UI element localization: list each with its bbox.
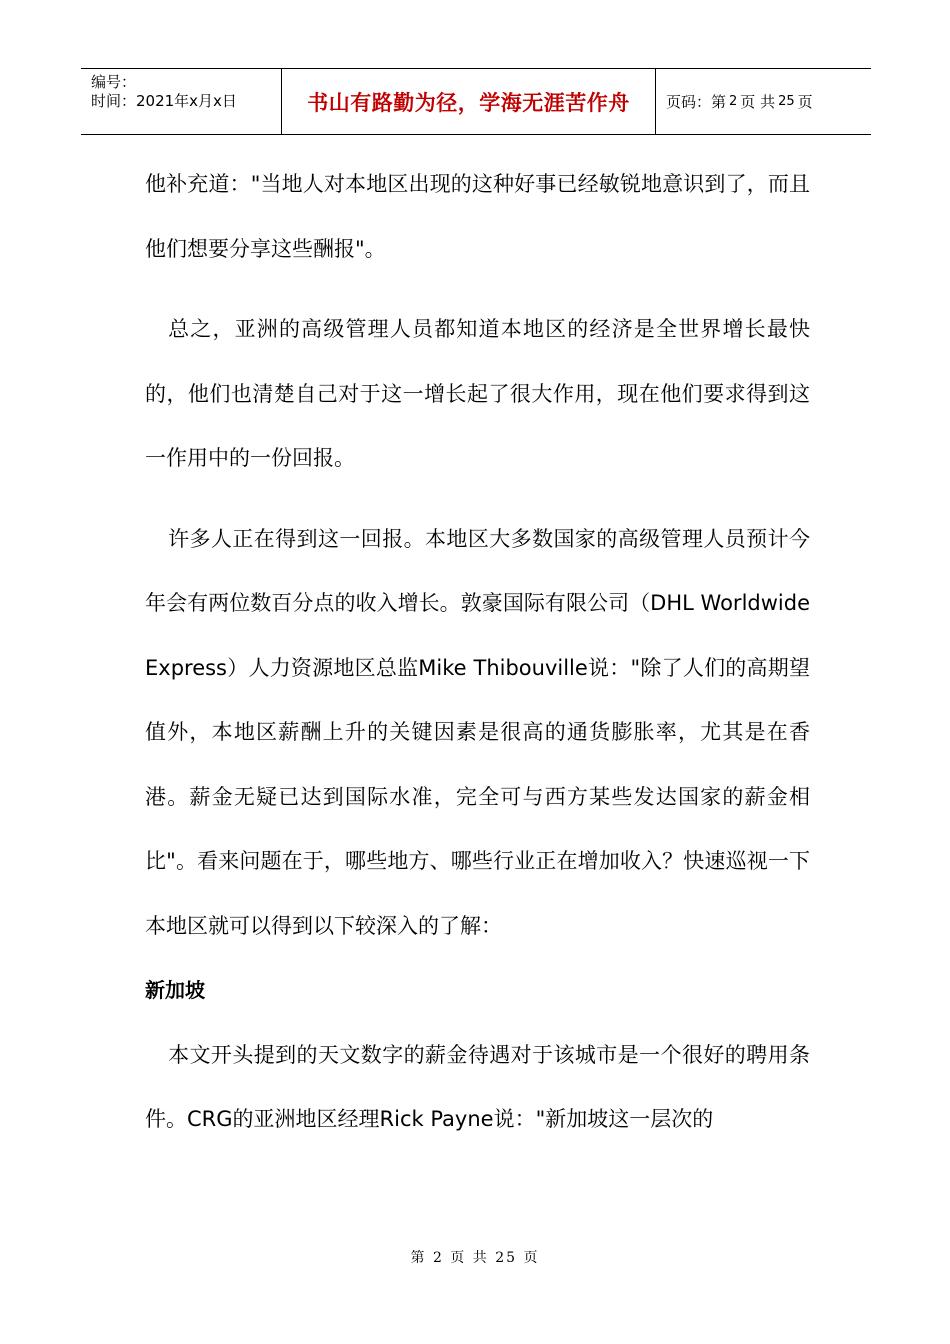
body-paragraph: 总之，亚洲的高级管理人员都知道本地区的经济是全世界增长最快的，他们也清楚自己对于这一增长起了很大作用，现在他们要求得到这一作用中的一份回报。	[145, 317, 810, 470]
section-heading: 新加坡	[145, 978, 205, 1002]
page-current-number: 2	[729, 94, 738, 109]
header-motto: 书山有路勤为径，学海无涯苦作舟	[307, 89, 630, 115]
body-paragraph: 许多人正在得到这一回报。本地区大多数国家的高级管理人员预计今年会有两位数百分点的收入增长。敦豪国际有限公司（DHL Worldwide Express）人力资源地区总监Mike Thibouville说："除了人们的高期望值外，本地区薪酬上升的关键因素是很高的通货膨胀率，尤其是在香港。薪金无疑已达到国际水准，完全可与西方某些发达国家的薪金相比"。看来问题在于，哪些地方、哪些行业正在增加收入？快速巡视一下本地区就可以得到以下较深入的了解：	[145, 526, 810, 938]
body-paragraph: 本文开头提到的天文数字的薪金待遇对于该城市是一个很好的聘用条件。CRG的亚洲地区经理Rick Payne说："新加坡这一层次的	[145, 1042, 810, 1131]
header-meta-cell	[81, 69, 282, 134]
page-header	[81, 68, 871, 135]
document-body	[145, 152, 810, 1152]
page-suffix: 页	[797, 93, 813, 111]
page-prefix: 页码：第	[666, 93, 727, 111]
document-id-label: 编号：	[91, 73, 137, 91]
header-page-cell	[656, 69, 871, 134]
page-total-number: 25	[778, 94, 795, 109]
document-date: 时间：2021年x月x日	[91, 92, 237, 110]
header-motto-cell	[282, 69, 656, 134]
page-mid-text: 页 共	[740, 93, 776, 111]
body-paragraph: 他补充道："当地人对本地区出现的这种好事已经敏锐地意识到了，而且他们想要分享这些酬报"。	[145, 172, 810, 261]
page-footer: 第 2 页 共 25 页	[410, 1250, 540, 1266]
